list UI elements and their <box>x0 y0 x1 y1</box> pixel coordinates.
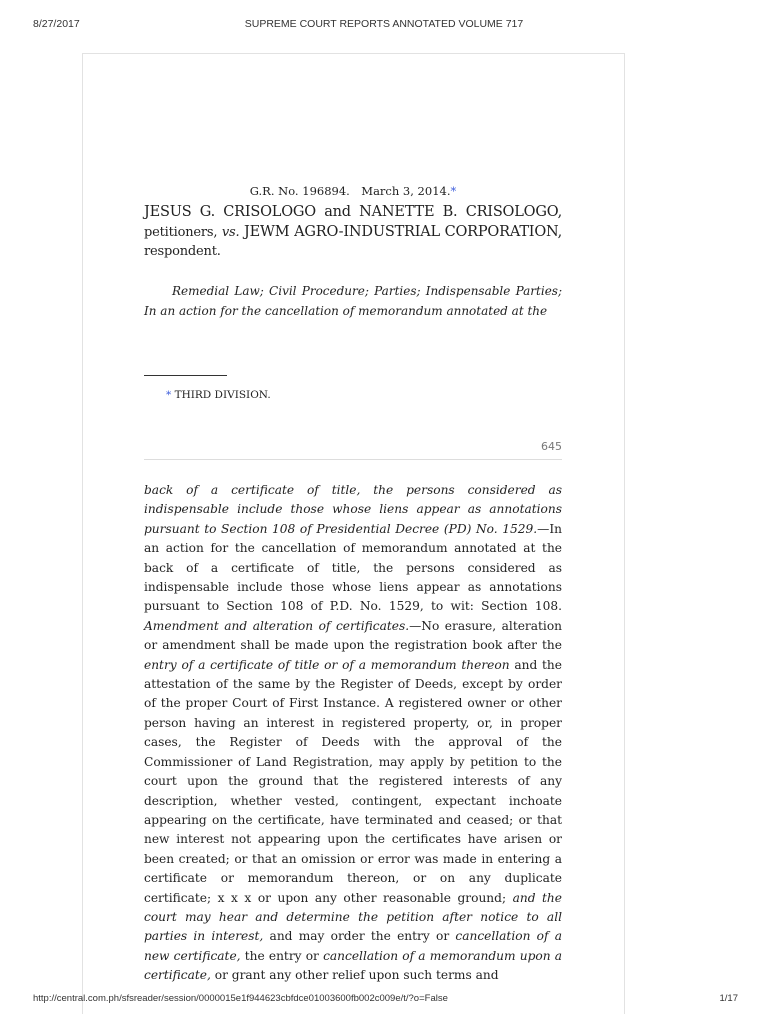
body-segment: and the attestation of the same by the Register of Deeds, except by order of the proper Court of First Instance. A registered owner or other person having an interest in registered property, or, in proper cases, the Register of Deeds with the approval of the Commissioner of Land Registration, may apply by petition to the court upon the ground that the registered interests of any description, whether vested, contingent, expectant inchoate appearing on the certificate, have terminated and ceased; or that new interest not appearing upon the certificates have arisen or been created; or that an omission or error was made in entering a certificate or memorandum thereon, or on any duplicate certificate; x x x or upon any other reasonable ground; <box>144 657 562 905</box>
body-segment: or grant any other relief upon such terms and <box>210 968 499 983</box>
body-emphasis: cancellation of a new certificate, <box>144 929 563 963</box>
body-segment: and may order the entry or <box>263 929 456 944</box>
footnote-asterisk-link[interactable]: * <box>450 184 457 198</box>
body-emphasis: and the court may hear and determine the petition after notice to all parties in interest, <box>144 890 562 944</box>
body-emphasis: cancellation of a memorandum upon a certificate, <box>144 948 563 983</box>
body-text <box>144 481 562 986</box>
versus: vs. <box>221 224 240 240</box>
respondent-name-2: CORPORATION, <box>444 223 562 240</box>
body-segment: —In an action for the cancellation of memorandum annotated at the back of a certificate of title, the persons considered as indispensable include those whose liens appear as annotations pursuant to Section 108 of P.D. No. 1529, to wit: Section 108. <box>144 521 562 614</box>
print-header <box>0 14 768 34</box>
page-divider <box>144 459 562 460</box>
case-number-text: G.R. No. 196894. March 3, 2014. <box>249 184 451 198</box>
body-emphasis: entry of a certificate of title or of a memorandum thereon <box>144 657 510 672</box>
body-segment: the entry or <box>240 948 324 963</box>
body-syllabus-continuation: back of a certificate of title, the persons considered as indispensable include those whose liens appear as annotations pursuant to Section 108 of Presidential Decree (PD) No. 1529. <box>144 483 562 536</box>
footnote-text: THIRD DIVISION. <box>171 389 271 401</box>
print-url: http://central.com.ph/sfsreader/session/0000015e1f944623cbfdce01003600fb002c009e/t/?o=False <box>33 993 448 1004</box>
case-number <box>144 184 562 198</box>
print-page-count: 1/17 <box>719 993 738 1004</box>
print-title: SUPREME COURT REPORTS ANNOTATED VOLUME 717 <box>244 18 524 30</box>
syllabus-head: Remedial Law; Civil Procedure; Parties; Indispensable Parties; In an action for the cancellation of memorandum annotated at the <box>144 284 562 318</box>
footnote-divider <box>144 375 227 376</box>
page-number: 645 <box>541 440 562 453</box>
print-footer <box>0 990 768 1010</box>
petitioners-label: petitioners, <box>144 224 218 240</box>
footnote <box>166 389 271 401</box>
case-parties <box>144 203 562 262</box>
footnote-marker: * <box>166 389 172 401</box>
petitioners-names: JESUS G. CRISOLOGO and NANETTE B. CRISOLOGO, <box>144 204 562 220</box>
body-segment: —No erasure, alteration or amendment shall be made upon the registration book after the <box>144 618 563 653</box>
respondent-name-1: JEWM AGRO-INDUSTRIAL <box>244 223 440 240</box>
body-section-heading: Amendment and alteration of certificates. <box>144 618 410 633</box>
respondent-label: respondent. <box>144 244 221 259</box>
print-date: 8/27/2017 <box>33 18 80 30</box>
document-page <box>82 53 625 1014</box>
